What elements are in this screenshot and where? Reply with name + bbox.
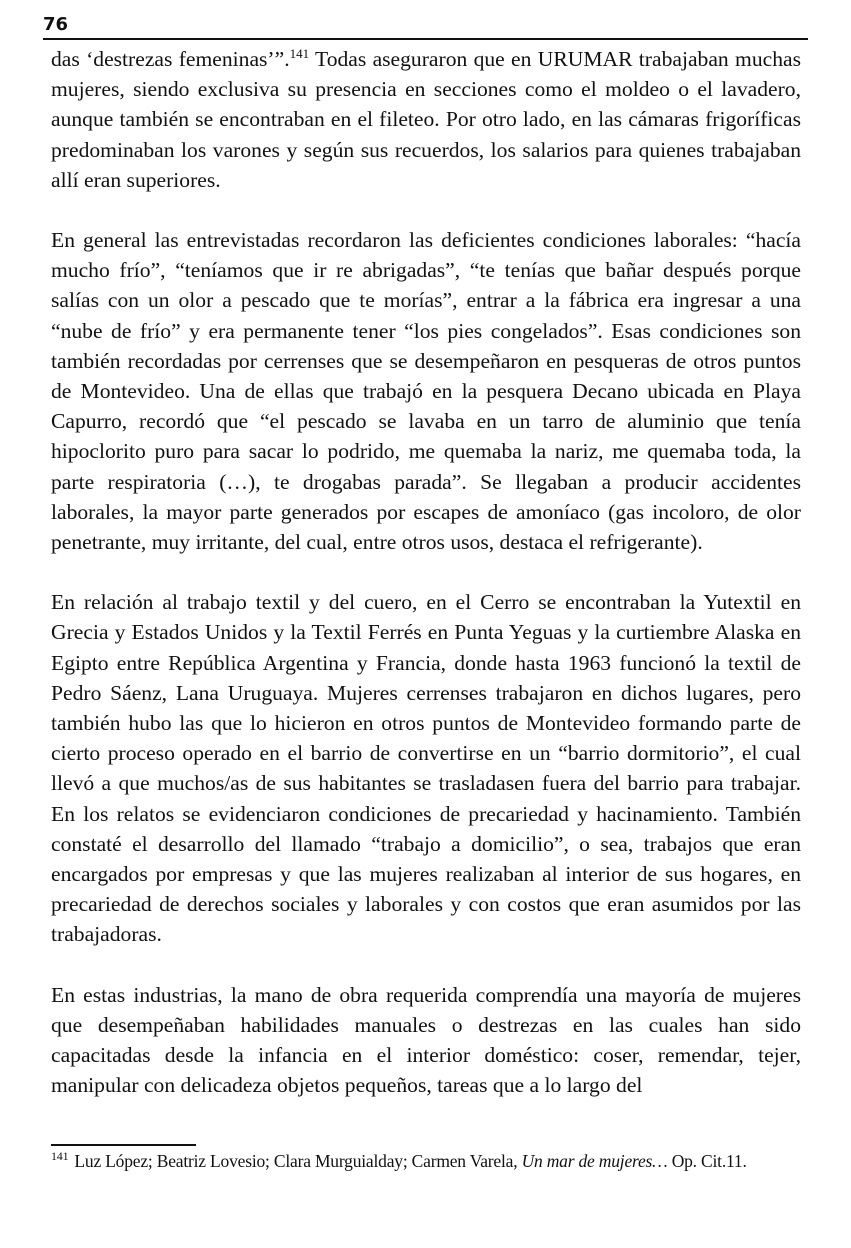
paragraph-1-start: das ‘destrezas femeninas’”. <box>51 47 290 71</box>
footnote-number: 141 <box>51 1149 69 1163</box>
paragraph-1-rest: Todas aseguraron que en URUMAR trabajaban muchas mujeres, siendo exclusiva su presencia en secciones como el moldeo o el lavadero, aunque también se encontraban en el fileteo. Por otro lado, en las cámaras frigoríficas predominaban los varones y según sus recuerdos, los salarios para quienes trabajaban allí eran superiores. <box>51 47 801 192</box>
page-number: 76 <box>43 14 69 35</box>
footnote-citation: Op. Cit.11. <box>667 1151 747 1171</box>
paragraph-2: En general las entrevistadas recordaron las deficientes condiciones laborales: “hacía mucho frío”, “teníamos que ir re abrigadas”, “te tenías que bañar después porque salías con un olor a pescado que te morías”, entrar a la fábrica era ingresar a una “nube de frío” y era permanente tener “los pies congelados”. Esas condiciones son también recordadas por cerrenses que se desempeñaron en pesqueras de otros puntos de Montevideo. Una de ellas que trabajó en la pesquera Decano ubicada en Playa Capurro, recordó que “el pescado se lavaba en un tarro de aluminio que tenía hipoclorito puro para sacar lo podrido, me quemaba la nariz, me quemaba toda, la parte respiratoria (…), te drogabas parada”. Se llegaban a producir accidentes laborales, la mayor parte generados por escapes de amoníaco (gas incoloro, de olor penetrante, muy irritante, del cual, entre otros usos, destaca el refrigerante). <box>51 228 801 555</box>
paragraph-4: En estas industrias, la mano de obra requerida comprendía una mayoría de mujeres que desempeñaban habilidades manuales o destrezas en las cuales han sido capacitadas desde la infancia en el interior doméstico: coser, remendar, tejer, manipular con delicadeza objetos pequeños, tareas que a lo largo del <box>51 982 801 1098</box>
footnote-rule <box>51 1144 196 1146</box>
paragraph-1 <box>51 44 801 195</box>
header-rule <box>43 38 808 40</box>
footnote <box>51 1148 803 1174</box>
paragraph-3: En relación al trabajo textil y del cuero, en el Cerro se encontraban la Yutextil en Grecia y Estados Unidos y la Textil Ferrés en Punta Yeguas y la curtiembre Alaska en Egipto entre República Argentina y Francia, donde hasta 1963 funcionó la textil de Pedro Sáenz, Lana Uruguaya. Mujeres cerrenses trabajaron en dichos lugares, pero también hubo las que lo hicieron en otros puntos de Montevideo formando parte de cierto proceso operado en el barrio de convertirse en un “barrio dormitorio”, el cual llevó a que muchos/as de sus habitantes se trasladasen fuera del barrio para trabajar. En los relatos se evidenciaron condiciones de precariedad y hacinamiento. También constaté el desarrollo del llamado “trabajo a domicilio”, o sea, trabajos que eran encargados por empresas y que las mujeres realizaban al interior de sus hogares, en precariedad de derechos sociales y laborales y con costos que eran asumidos por las trabajadoras. <box>51 590 801 947</box>
body-text <box>51 44 801 1101</box>
footnote-reference[interactable]: 141 <box>289 46 310 61</box>
footnote-title: Un mar de mujeres… <box>521 1151 668 1171</box>
footnote-authors: Luz López; Beatriz Lovesio; Clara Murguialday; Carmen Varela, <box>74 1151 522 1171</box>
